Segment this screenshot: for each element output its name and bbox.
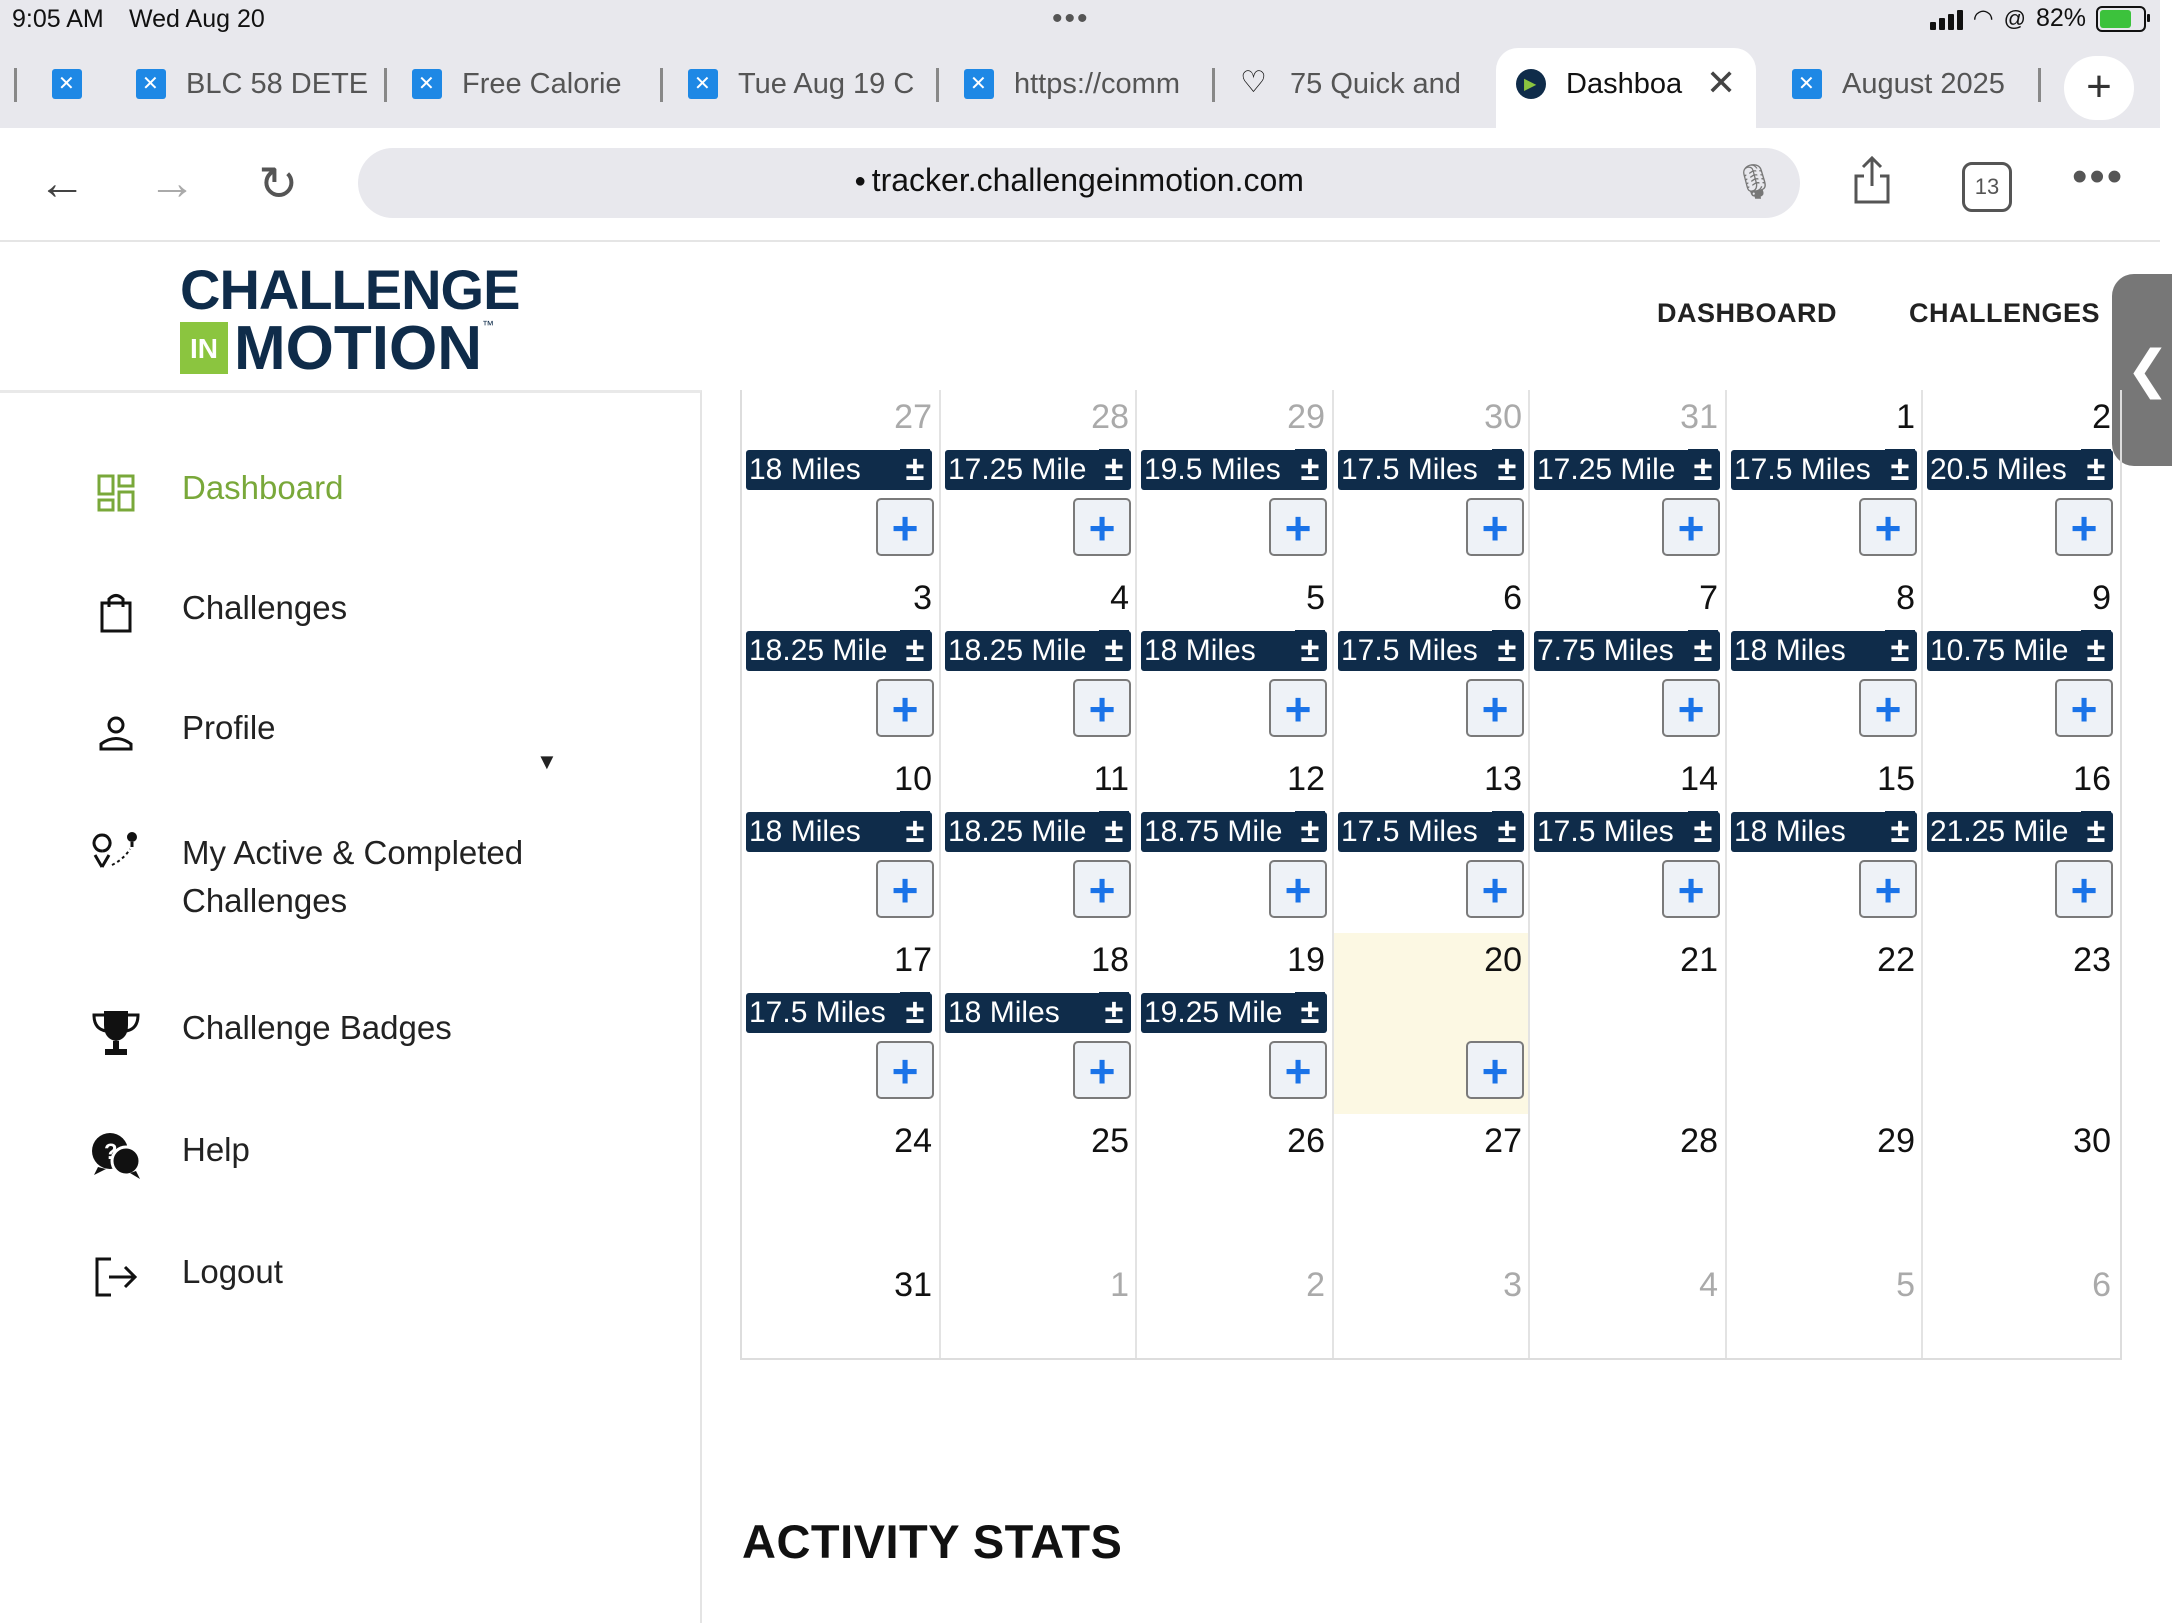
calendar-day-cell[interactable] [939,1114,1135,1258]
mileage-entry-text: 18.25 Mile [948,634,1087,667]
calendar-day-cell[interactable] [939,390,1135,571]
sidebar-item-challenges[interactable] [88,589,347,637]
status-bar [0,0,2160,40]
tab-separator [1212,68,1215,102]
calendar-day-cell[interactable] [1725,390,1921,571]
mileage-entry[interactable] [1141,450,1327,490]
add-entry-button[interactable]: + [1466,860,1524,918]
calendar-day-cell[interactable] [1921,752,2117,933]
mileage-entry-text: 17.5 Miles [1341,634,1478,667]
mileage-entry[interactable] [1141,631,1327,671]
mileage-entry[interactable] [746,812,932,852]
add-entry-button[interactable]: + [1466,498,1524,556]
mileage-entry[interactable] [1731,812,1917,852]
calendar-day-cell[interactable] [1528,752,1724,933]
address-bar-row [0,128,2160,242]
logo-in: IN [180,322,228,374]
day-number: 16 [2073,760,2111,798]
dashboard-favicon [1516,69,1546,99]
day-number: 6 [2092,1266,2111,1304]
plus-minus-icon[interactable]: ± [1885,449,1915,489]
calendar-day-cell[interactable] [742,571,938,752]
calendar-day-cell[interactable] [1921,1258,2117,1358]
sidebar-item-label: Logout [182,1253,283,1290]
plus-minus-icon[interactable]: ± [1688,811,1718,851]
tab-free-calorie[interactable] [412,48,646,120]
day-number: 7 [1699,579,1718,617]
calendar-day-cell[interactable] [742,390,938,571]
calendar-day-cell[interactable] [742,1114,938,1258]
battery-percent: 82% [2035,4,2086,32]
plus-minus-icon[interactable]: ± [900,811,930,851]
day-number: 26 [1287,1122,1325,1160]
day-number: 2 [1306,1266,1325,1304]
tab-label: 75 Quick and [1290,67,1461,100]
app-icon [1792,69,1822,99]
mileage-entry-text: 18 Miles [1144,634,1256,667]
day-number: 29 [1287,398,1325,436]
day-number: 3 [913,579,932,617]
sidebar-item-dashboard[interactable] [88,469,343,517]
mileage-entry-text: 18 Miles [749,453,861,486]
day-number: 1 [1896,398,1915,436]
mileage-entry[interactable] [945,993,1131,1033]
calendar-day-cell[interactable] [1332,571,1528,752]
tab-label: August 2025 [1842,67,2005,100]
calendar-day-cell[interactable] [1921,390,2117,571]
day-number: 11 [1093,760,1129,798]
plus-minus-icon[interactable]: ± [1295,811,1325,851]
add-entry-button[interactable]: + [1662,498,1720,556]
status-indicators [1930,4,2146,33]
day-number: 14 [1680,760,1718,798]
mileage-entry-text: 17.5 Miles [1734,453,1871,486]
sidebar-item-label: Challenge Badges [182,1009,452,1046]
add-entry-button[interactable]: + [876,679,934,737]
mileage-entry-text: 17.5 Miles [749,996,886,1029]
tab-separator [384,68,387,102]
mileage-entry[interactable] [945,450,1131,490]
mileage-entry-text: 18.25 Mile [749,634,888,667]
back-icon[interactable]: ← [38,157,86,210]
day-number: 1 [1110,1266,1129,1304]
app-icon [136,69,166,99]
mileage-entry[interactable] [945,812,1131,852]
url-field[interactable] [358,148,1800,218]
mileage-entry-text: 18.75 Mile [1144,815,1283,848]
calendar-day-cell[interactable] [1725,752,1921,933]
day-number: 30 [2073,1122,2111,1160]
tab-separator [936,68,939,102]
plus-minus-icon[interactable]: ± [1099,630,1129,670]
day-number: 5 [1306,579,1325,617]
profile-caret-down-icon[interactable]: ▼ [536,749,558,774]
plus-minus-icon[interactable]: ± [2081,630,2111,670]
plus-minus-icon[interactable]: ± [1688,630,1718,670]
plus-minus-icon[interactable]: ± [1099,992,1129,1032]
app-icon [688,69,718,99]
add-entry-button[interactable]: + [1662,860,1720,918]
help-chat-icon [88,1131,144,1179]
battery-level-fill [2100,10,2131,28]
day-number: 4 [1699,1266,1718,1304]
calendar-day-cell[interactable] [1135,571,1331,752]
close-tab-icon[interactable]: ✕ [1706,62,1737,103]
sidebar-item-label: Profile [182,709,276,746]
mileage-entry-text: 17.25 Mile [1537,453,1676,486]
add-entry-button[interactable]: + [1269,1041,1327,1099]
calendar-day-cell[interactable] [1921,933,2117,1114]
logo-line1: CHALLENGE [180,258,520,321]
mileage-entry[interactable] [1731,450,1917,490]
status-date: Wed Aug 20 [129,5,265,33]
sidebar-item-label: Challenges [182,589,348,626]
app-icon [412,69,442,99]
dashboard-icon [88,469,144,517]
plus-minus-icon[interactable]: ± [1492,630,1522,670]
day-number: 18 [1091,941,1129,979]
plus-minus-icon[interactable]: ± [900,992,930,1032]
add-entry-button[interactable]: + [1269,498,1327,556]
person-icon [88,709,144,757]
mileage-entry-text: 17.5 Miles [1537,815,1674,848]
battery-icon [2096,6,2146,32]
day-number: 6 [1503,579,1522,617]
calendar-day-cell[interactable] [1332,933,1528,1114]
calendar-day-cell[interactable] [1725,1114,1921,1258]
top-navigation [1657,298,2100,329]
nav-dashboard-link[interactable]: DASHBOARD [1656,298,1837,328]
add-entry-button[interactable]: + [2055,498,2113,556]
day-number: 10 [894,760,932,798]
day-number: 31 [1680,398,1718,436]
plus-minus-icon[interactable]: ± [900,630,930,670]
day-number: 30 [1484,398,1522,436]
day-number: 2 [2092,398,2111,436]
day-number: 9 [2092,579,2111,617]
wifi-icon: ◠ [1972,5,1994,32]
nav-challenges-link[interactable]: CHALLENGES [1908,298,2100,328]
tab-comm[interactable] [964,48,1186,120]
day-number: 5 [1896,1266,1915,1304]
day-number: 31 [894,1266,932,1304]
mileage-entry[interactable] [746,631,932,671]
mileage-entry-text: 10.75 Mile [1930,634,2069,667]
mileage-entry[interactable] [1927,450,2113,490]
calendar-day-cell[interactable] [1332,1258,1528,1358]
day-number: 20 [1484,941,1522,979]
calendar-day-cell[interactable] [1528,571,1724,752]
mileage-entry[interactable] [1534,812,1720,852]
url-text: ● tracker.challengeinmotion.com [358,162,1800,199]
add-entry-button[interactable]: + [876,860,934,918]
plus-minus-icon[interactable]: ± [1099,449,1129,489]
day-number: 13 [1484,760,1522,798]
tab-tue-aug[interactable] [688,48,922,120]
app-icon [52,69,82,99]
calendar-day-cell[interactable] [1528,1258,1724,1358]
tab-separator [660,68,663,102]
tab-label: Dashboa [1566,67,1683,100]
bag-icon [88,589,144,637]
plus-minus-icon[interactable]: ± [1295,630,1325,670]
sidebar-item-logout[interactable] [88,1253,283,1301]
mileage-entry-text: 19.25 Mile [1144,996,1283,1029]
day-number: 24 [894,1122,932,1160]
plus-minus-icon[interactable]: ± [2081,811,2111,851]
calendar-day-cell[interactable] [939,1258,1135,1358]
add-entry-button[interactable]: + [1662,679,1720,737]
tab-quick[interactable] [1240,48,1466,120]
add-entry-button[interactable]: + [2055,860,2113,918]
add-entry-button[interactable]: + [1466,1041,1524,1099]
mileage-entry-text: 21.25 Mile [1930,815,2069,848]
cell-signal-icon [1930,8,1963,30]
app-icon [964,69,994,99]
status-time: 9:05 AM [12,5,104,33]
plus-minus-icon[interactable]: ± [1885,811,1915,851]
logo-line2: MOTION [234,314,482,383]
trademark-icon: ™ [481,318,494,332]
day-number: 17 [894,941,932,979]
add-entry-button[interactable]: + [1859,498,1917,556]
plus-minus-icon[interactable]: ± [1099,811,1129,851]
day-number: 27 [894,398,932,436]
sidebar-item-label: Help [182,1131,250,1168]
plus-minus-icon[interactable]: ± [2081,449,2111,489]
calendar-day-cell[interactable] [1528,390,1724,571]
mileage-entry[interactable] [1338,812,1524,852]
calendar-day-cell[interactable] [939,752,1135,933]
add-entry-button[interactable]: + [2055,679,2113,737]
heart-icon [1240,69,1270,99]
add-entry-button[interactable]: + [1073,1041,1131,1099]
plus-minus-icon[interactable]: ± [1295,449,1325,489]
calendar-day-cell[interactable] [1332,390,1528,571]
share-icon[interactable] [1852,154,1892,206]
sidebar-item-help[interactable] [88,1131,250,1179]
mileage-entry-text: 18 Miles [1734,815,1846,848]
plus-minus-icon[interactable]: ± [1492,449,1522,489]
tab-count-button[interactable]: 13 [1962,162,2012,212]
forward-icon[interactable]: → [148,157,196,210]
mileage-entry[interactable] [1927,812,2113,852]
more-options-icon[interactable]: ••• [2072,152,2125,201]
activity-stats-heading: ACTIVITY STATS [742,1515,1123,1568]
mileage-entry[interactable] [1141,993,1327,1033]
mileage-entry-text: 18 Miles [948,996,1060,1029]
plus-minus-icon[interactable]: ± [1885,630,1915,670]
tab-label: https://comm [1014,67,1180,100]
map-pin-route-icon [88,829,144,877]
svg-text:?: ? [104,1139,118,1164]
add-entry-button[interactable]: + [1859,679,1917,737]
sidebar [0,390,702,1623]
add-entry-button[interactable]: + [1073,679,1131,737]
add-entry-button[interactable]: + [876,498,934,556]
sidebar-item-badges[interactable] [88,1009,452,1057]
calendar-day-cell[interactable] [742,752,938,933]
calendar-day-cell[interactable] [1135,933,1331,1114]
plus-minus-icon[interactable]: ± [1492,811,1522,851]
add-entry-button[interactable]: + [1073,498,1131,556]
mileage-entry[interactable] [746,993,932,1033]
calendar-day-cell[interactable] [1135,390,1331,571]
trophy-icon [88,1009,144,1057]
tab-dashboard-label[interactable] [1516,48,1696,120]
tab-separator [2038,68,2041,102]
calendar-day-cell[interactable] [1528,933,1724,1114]
plus-minus-icon[interactable]: ± [1688,449,1718,489]
mileage-entry[interactable] [1338,450,1524,490]
mileage-entry[interactable] [746,450,932,490]
mileage-entry-text: 18 Miles [1734,634,1846,667]
calendar-day-cell[interactable] [1921,1114,2117,1258]
tab-august[interactable] [1792,48,2018,120]
microphone-icon[interactable]: 🎙 [1732,163,1776,201]
plus-minus-icon[interactable]: ± [900,449,930,489]
sidebar-item-label: Dashboard [182,469,344,506]
add-entry-button[interactable]: + [1269,860,1327,918]
tab-blc[interactable] [136,48,369,120]
mileage-entry[interactable] [1534,450,1720,490]
day-number: 19 [1287,941,1325,979]
calendar-day-cell[interactable] [1528,1114,1724,1258]
mileage-entry[interactable] [1927,631,2113,671]
calendar-day-cell[interactable] [1725,933,1921,1114]
tab-label: Free Calorie [462,67,622,100]
day-number: 15 [1877,760,1915,798]
day-number: 23 [2073,941,2111,979]
add-entry-button[interactable]: + [1073,860,1131,918]
day-number: 28 [1091,398,1129,436]
reload-icon[interactable]: ↻ [258,158,299,211]
mileage-entry-text: 18 Miles [749,815,861,848]
calendar-day-cell[interactable] [1332,1114,1528,1258]
tab-app[interactable] [52,48,112,120]
mileage-entry[interactable] [1141,812,1327,852]
add-entry-button[interactable]: + [1466,679,1524,737]
mileage-entry[interactable] [1534,631,1720,671]
calendar-day-cell[interactable] [1135,1258,1331,1358]
day-number: 3 [1503,1266,1522,1304]
calendar-day-cell[interactable] [1725,571,1921,752]
calendar-day-cell[interactable] [742,933,938,1114]
day-number: 21 [1680,941,1718,979]
mileage-entry-text: 17.5 Miles [1341,453,1478,486]
calendar-day-cell[interactable] [742,1258,938,1358]
mileage-entry-text: 20.5 Miles [1930,453,2067,486]
sidebar-item-my-challenges[interactable] [88,829,602,925]
calendar-grid [740,390,2122,1360]
add-entry-button[interactable]: + [876,1041,934,1099]
multitask-dots-icon[interactable]: ••• [1052,2,1090,35]
sidebar-item-label: My Active & Completed Challenges [182,834,524,919]
calendar-day-cell[interactable] [939,933,1135,1114]
mileage-entry[interactable] [945,631,1131,671]
mileage-entry[interactable] [1338,631,1524,671]
calendar-day-cell[interactable] [1332,752,1528,933]
mileage-entry-text: 17.25 Mile [948,453,1087,486]
tab-label: BLC 58 DETE [186,67,369,100]
day-number: 29 [1877,1122,1915,1160]
tab-label: Tue Aug 19 C [738,67,915,100]
day-number: 12 [1287,760,1325,798]
tab-bar [0,48,2160,128]
calendar-day-cell[interactable] [1135,752,1331,933]
collapse-panel-tab[interactable]: ❮ [2112,274,2172,466]
day-number: 25 [1091,1122,1129,1160]
mileage-entry-text: 7.75 Miles [1537,634,1674,667]
mileage-entry[interactable] [1731,631,1917,671]
sidebar-item-profile[interactable] [88,709,276,757]
calendar-day-cell[interactable] [1725,1258,1921,1358]
browser-chrome [0,0,2160,128]
day-number: 27 [1484,1122,1522,1160]
tab-separator [14,68,17,102]
page [0,242,2170,1620]
day-number: 4 [1110,579,1129,617]
calendar-day-cell[interactable] [1921,571,2117,752]
mileage-entry-text: 17.5 Miles [1341,815,1478,848]
mileage-entry-text: 19.5 Miles [1144,453,1281,486]
mileage-entry-text: 18.25 Mile [948,815,1087,848]
orientation-lock-icon: @ [2003,5,2026,31]
challenge-in-motion-logo[interactable] [180,258,520,383]
new-tab-button[interactable]: + [2064,56,2134,120]
plus-minus-icon[interactable]: ± [1295,992,1325,1032]
calendar-day-cell[interactable] [1135,1114,1331,1258]
add-entry-button[interactable]: + [1859,860,1917,918]
logout-icon [88,1253,144,1301]
add-entry-button[interactable]: + [1269,679,1327,737]
day-number: 22 [1877,941,1915,979]
day-number: 8 [1896,579,1915,617]
calendar-day-cell[interactable] [939,571,1135,752]
day-number: 28 [1680,1122,1718,1160]
